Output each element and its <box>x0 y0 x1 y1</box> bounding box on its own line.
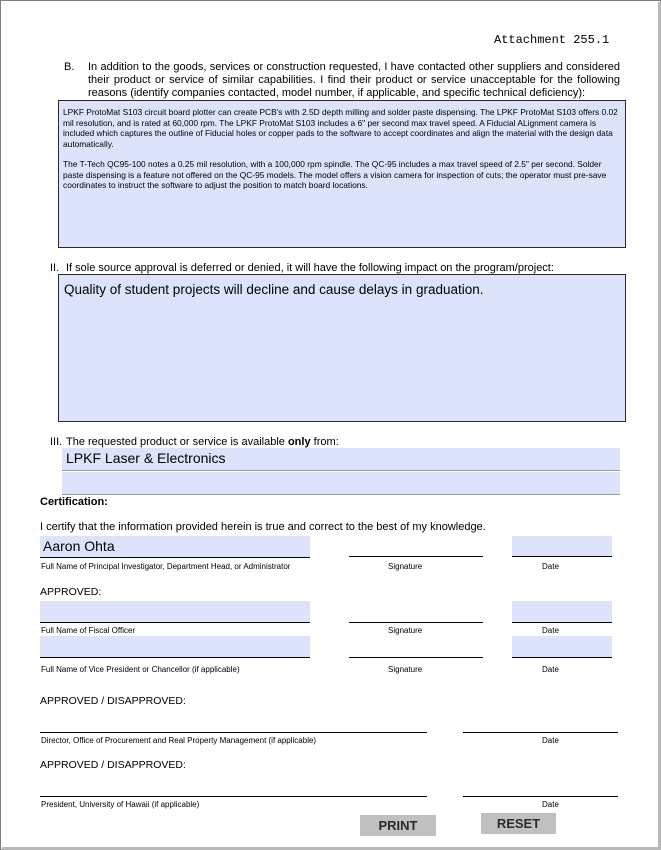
vp-signature-caption: Signature <box>388 665 423 674</box>
vendor-line-2[interactable] <box>62 472 620 494</box>
director-approval-label: APPROVED / DISAPPROVED: <box>40 695 186 707</box>
fiscal-signature-caption: Signature <box>388 626 423 635</box>
fiscal-date-field[interactable] <box>512 601 612 623</box>
fiscal-caption: Full Name of Fiscal Officer <box>41 626 136 635</box>
pi-signature-field[interactable] <box>349 536 483 557</box>
section-b-marker: B. <box>64 61 75 73</box>
director-signature-field[interactable] <box>40 712 427 733</box>
pi-name-field[interactable] <box>40 536 310 558</box>
vendor-divider-bottom <box>62 494 620 495</box>
vp-date-caption: Date <box>542 665 559 674</box>
section-b-answer-p1: LPKF ProtoMat S103 circuit board plotter can create PCB's with 2.5D depth milling and solder paste dispensing. The LPKF ProtoMat S103 offers 0.02 mil resolution, and is rated at 60,000 rpm. The LPKF ProtoMat S103 includes a 6" per second max travel speed. A Fiducial ALignment camera is included which captures the outline of Fiducial holes or copper pads to the software to accept coordinates and align the material with the design data automatically. <box>63 107 618 149</box>
pi-date-field[interactable] <box>512 536 612 557</box>
vp-caption: Full Name of Vice President or Chancellor (if applicable) <box>41 665 240 674</box>
vendor-line-1[interactable] <box>62 448 620 470</box>
president-date-caption: Date <box>542 800 559 809</box>
fiscal-name-field[interactable] <box>40 601 310 623</box>
pi-name-value: Aaron Ohta <box>43 538 115 554</box>
section-ii-text: If sole source approval is deferred or denied, it will have the following impact on the program/project: <box>66 262 554 274</box>
president-signature-field[interactable] <box>40 776 427 797</box>
section-b-text: In addition to the goods, services or construction requested, I have contacted other suppliers and considered their product or service of similar capabilities. I find their product or service unacceptable for the following reasons (identify companies contacted, model number, if applicable, and specific technical deficiency): <box>88 61 620 99</box>
fiscal-signature-field[interactable] <box>349 601 483 623</box>
vp-name-field[interactable] <box>40 636 310 658</box>
certification-heading: Certification: <box>40 496 108 508</box>
section-ii-answer: Quality of student projects will decline and cause delays in graduation. <box>64 282 484 297</box>
attachment-label: Attachment 255.1 <box>494 33 610 47</box>
director-date-field[interactable] <box>463 712 618 733</box>
section-ii-marker: II. <box>50 262 60 274</box>
pi-caption: Full Name of Principal Investigator, Department Head, or Administrator <box>41 562 291 571</box>
vendor-line-1-value: LPKF Laser & Electronics <box>66 450 226 466</box>
president-date-field[interactable] <box>463 776 618 797</box>
vendor-divider <box>62 470 620 471</box>
president-caption: President, University of Hawaii (if applicable) <box>41 800 200 809</box>
pi-signature-caption: Signature <box>388 562 423 571</box>
president-approval-label: APPROVED / DISAPPROVED: <box>40 759 186 771</box>
pi-date-caption: Date <box>542 562 559 571</box>
section-iii-text: The requested product or service is available only from: <box>66 436 339 448</box>
director-date-caption: Date <box>542 736 559 745</box>
print-button[interactable]: PRINT <box>360 815 436 836</box>
vp-date-field[interactable] <box>512 636 612 658</box>
section-b-answer-field[interactable] <box>58 100 626 248</box>
certification-statement: I certify that the information provided herein is true and correct to the best of my knowledge. <box>40 521 486 533</box>
director-caption: Director, Office of Procurement and Real Property Management (if applicable) <box>41 736 317 745</box>
reset-button[interactable]: RESET <box>481 813 556 834</box>
vp-signature-field[interactable] <box>349 636 483 658</box>
section-ii-answer-field[interactable] <box>58 274 626 422</box>
section-iii-marker: III. <box>50 436 63 448</box>
section-b-answer-p2: The T-Tech QC95-100 notes a 0.25 mil resolution, with a 100,000 rpm spindle. The QC-95 includes a max travel speed of 2.5" per second. Solder paste dispensing is a feature not offered on the QC-95 models. The model offers a vision camera for inspection of cuts; the operator must pre-save coordinates to instruct the software to adjust the position to match board locations. <box>63 159 607 190</box>
approved-label: APPROVED: <box>40 586 102 598</box>
fiscal-date-caption: Date <box>542 626 559 635</box>
